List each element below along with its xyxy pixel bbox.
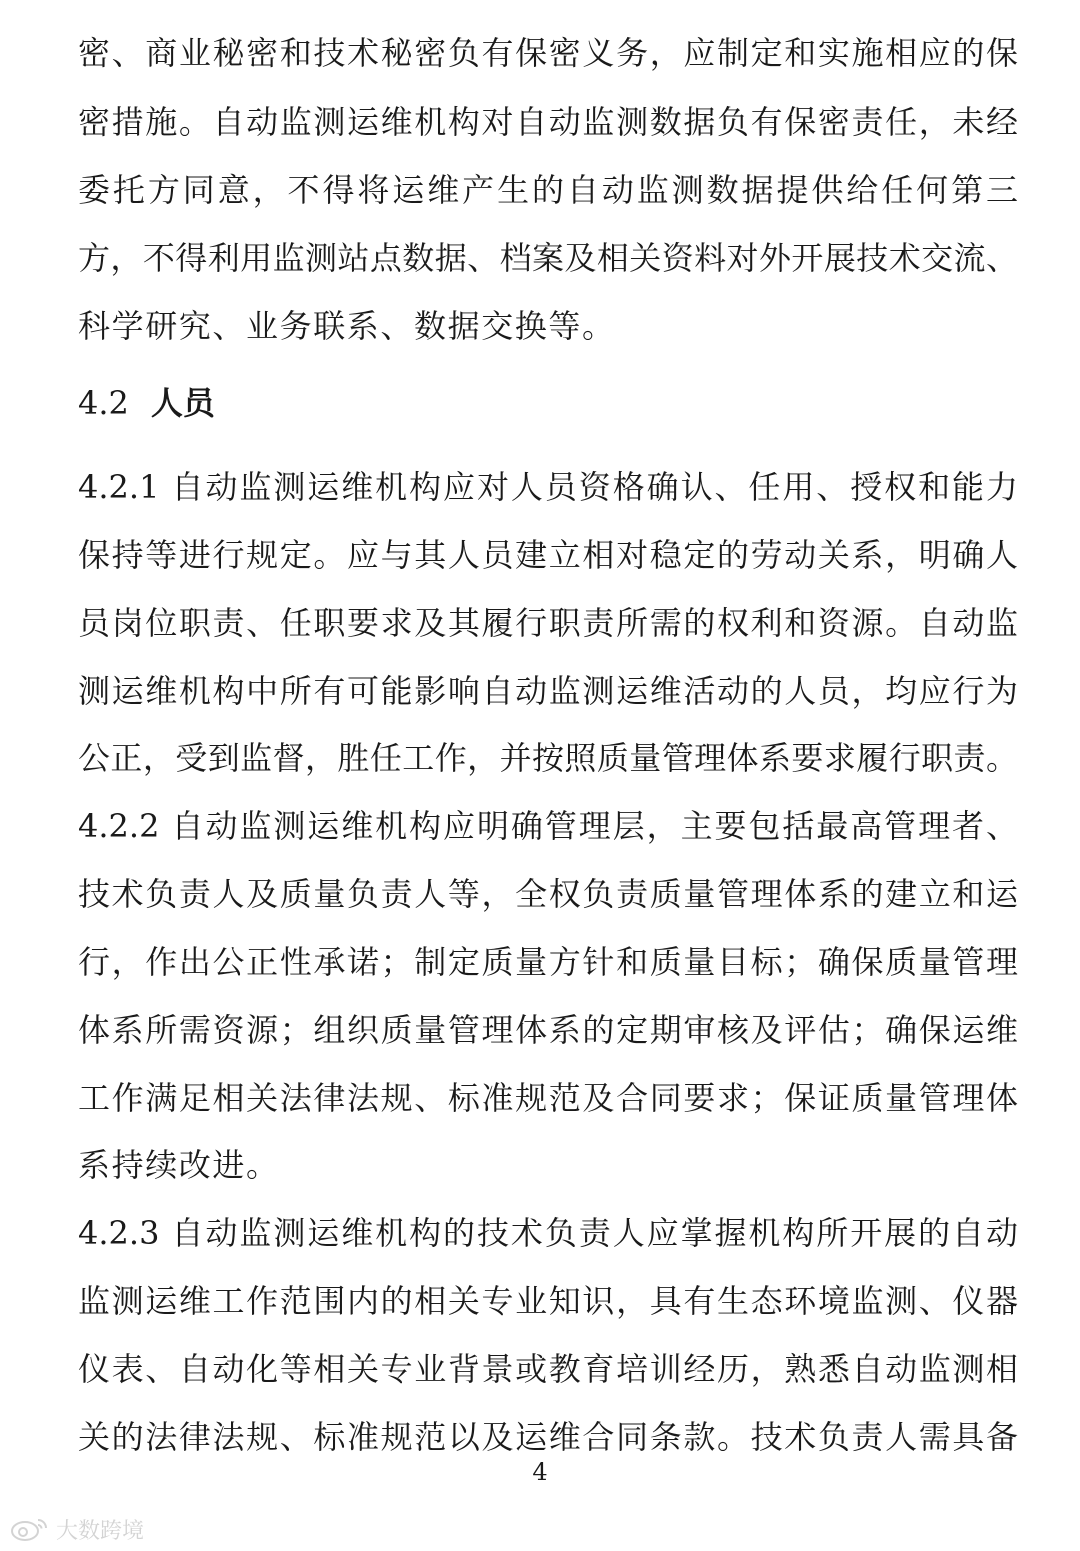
watermark-text: 大数跨境: [56, 1518, 145, 1544]
clause-4-2-3-line: 仪表、自动化等相关专业背景或教育培训经历，熟悉自动监测相: [78, 1350, 1018, 1388]
section-title: 人员: [150, 384, 215, 422]
page-number: 4: [532, 1458, 548, 1486]
clause-4-2-2-line: 技术负责人及质量负责人等，全权负责质量管理体系的建立和运: [78, 875, 1018, 913]
clause-4-2-2-line: 系持续改进。: [78, 1146, 280, 1184]
paragraph-line: 委托方同意，不得将运维产生的自动监测数据提供给任何第三: [78, 171, 1018, 209]
clause-4-2-3-line: 监测运维工作范围内的相关专业知识，具有生态环境监测、仪器: [78, 1282, 1018, 1320]
clause-4-2-1-line: 员岗位职责、任职要求及其履行职责所需的权利和资源。自动监: [78, 604, 1018, 642]
clause-4-2-2-line: 行，作出公正性承诺；制定质量方针和质量目标；确保质量管理: [78, 943, 1018, 981]
paragraph-line: 方，不得利用监测站点数据、档案及相关资料对外开展技术交流、: [78, 239, 1018, 277]
paragraph-line: 密措施。自动监测运维机构对自动监测数据负有保密责任，未经: [78, 103, 1018, 141]
clause-4-2-1-line: 保持等进行规定。应与其人员建立相对稳定的劳动关系，明确人: [78, 536, 1018, 574]
section-heading: [78, 380, 215, 426]
paragraph-line: 密、商业秘密和技术秘密负有保密义务，应制定和实施相应的保: [78, 34, 1018, 72]
clause-4-2-1-line: 测运维机构中所有可能影响自动监测运维活动的人员，均应行为: [78, 672, 1018, 710]
clause-4-2-2-line: 工作满足相关法律法规、标准规范及合同要求；保证质量管理体: [78, 1079, 1018, 1117]
paragraph-line: 科学研究、业务联系、数据交换等。: [78, 307, 616, 345]
clause-4-2-3-line: 关的法律法规、标准规范以及运维合同条款。技术负责人需具备: [78, 1418, 1018, 1456]
watermark: [10, 1512, 144, 1546]
clause-4-2-2-line: 体系所需资源；组织质量管理体系的定期审核及评估；确保运维: [78, 1011, 1018, 1049]
clause-4-2-2-line: 4.2.2 自动监测运维机构应明确管理层，主要包括最高管理者、: [78, 807, 1018, 845]
clause-4-2-3-line: 4.2.3 自动监测运维机构的技术负责人应掌握机构所开展的自动: [78, 1214, 1018, 1252]
clause-4-2-1-line: 公正，受到监督，胜任工作，并按照质量管理体系要求履行职责。: [78, 739, 1018, 777]
weibo-logo-icon: [10, 1516, 50, 1542]
section-number: 4.2: [78, 384, 129, 422]
clause-4-2-1-line: 4.2.1 自动监测运维机构应对人员资格确认、任用、授权和能力: [78, 468, 1018, 506]
